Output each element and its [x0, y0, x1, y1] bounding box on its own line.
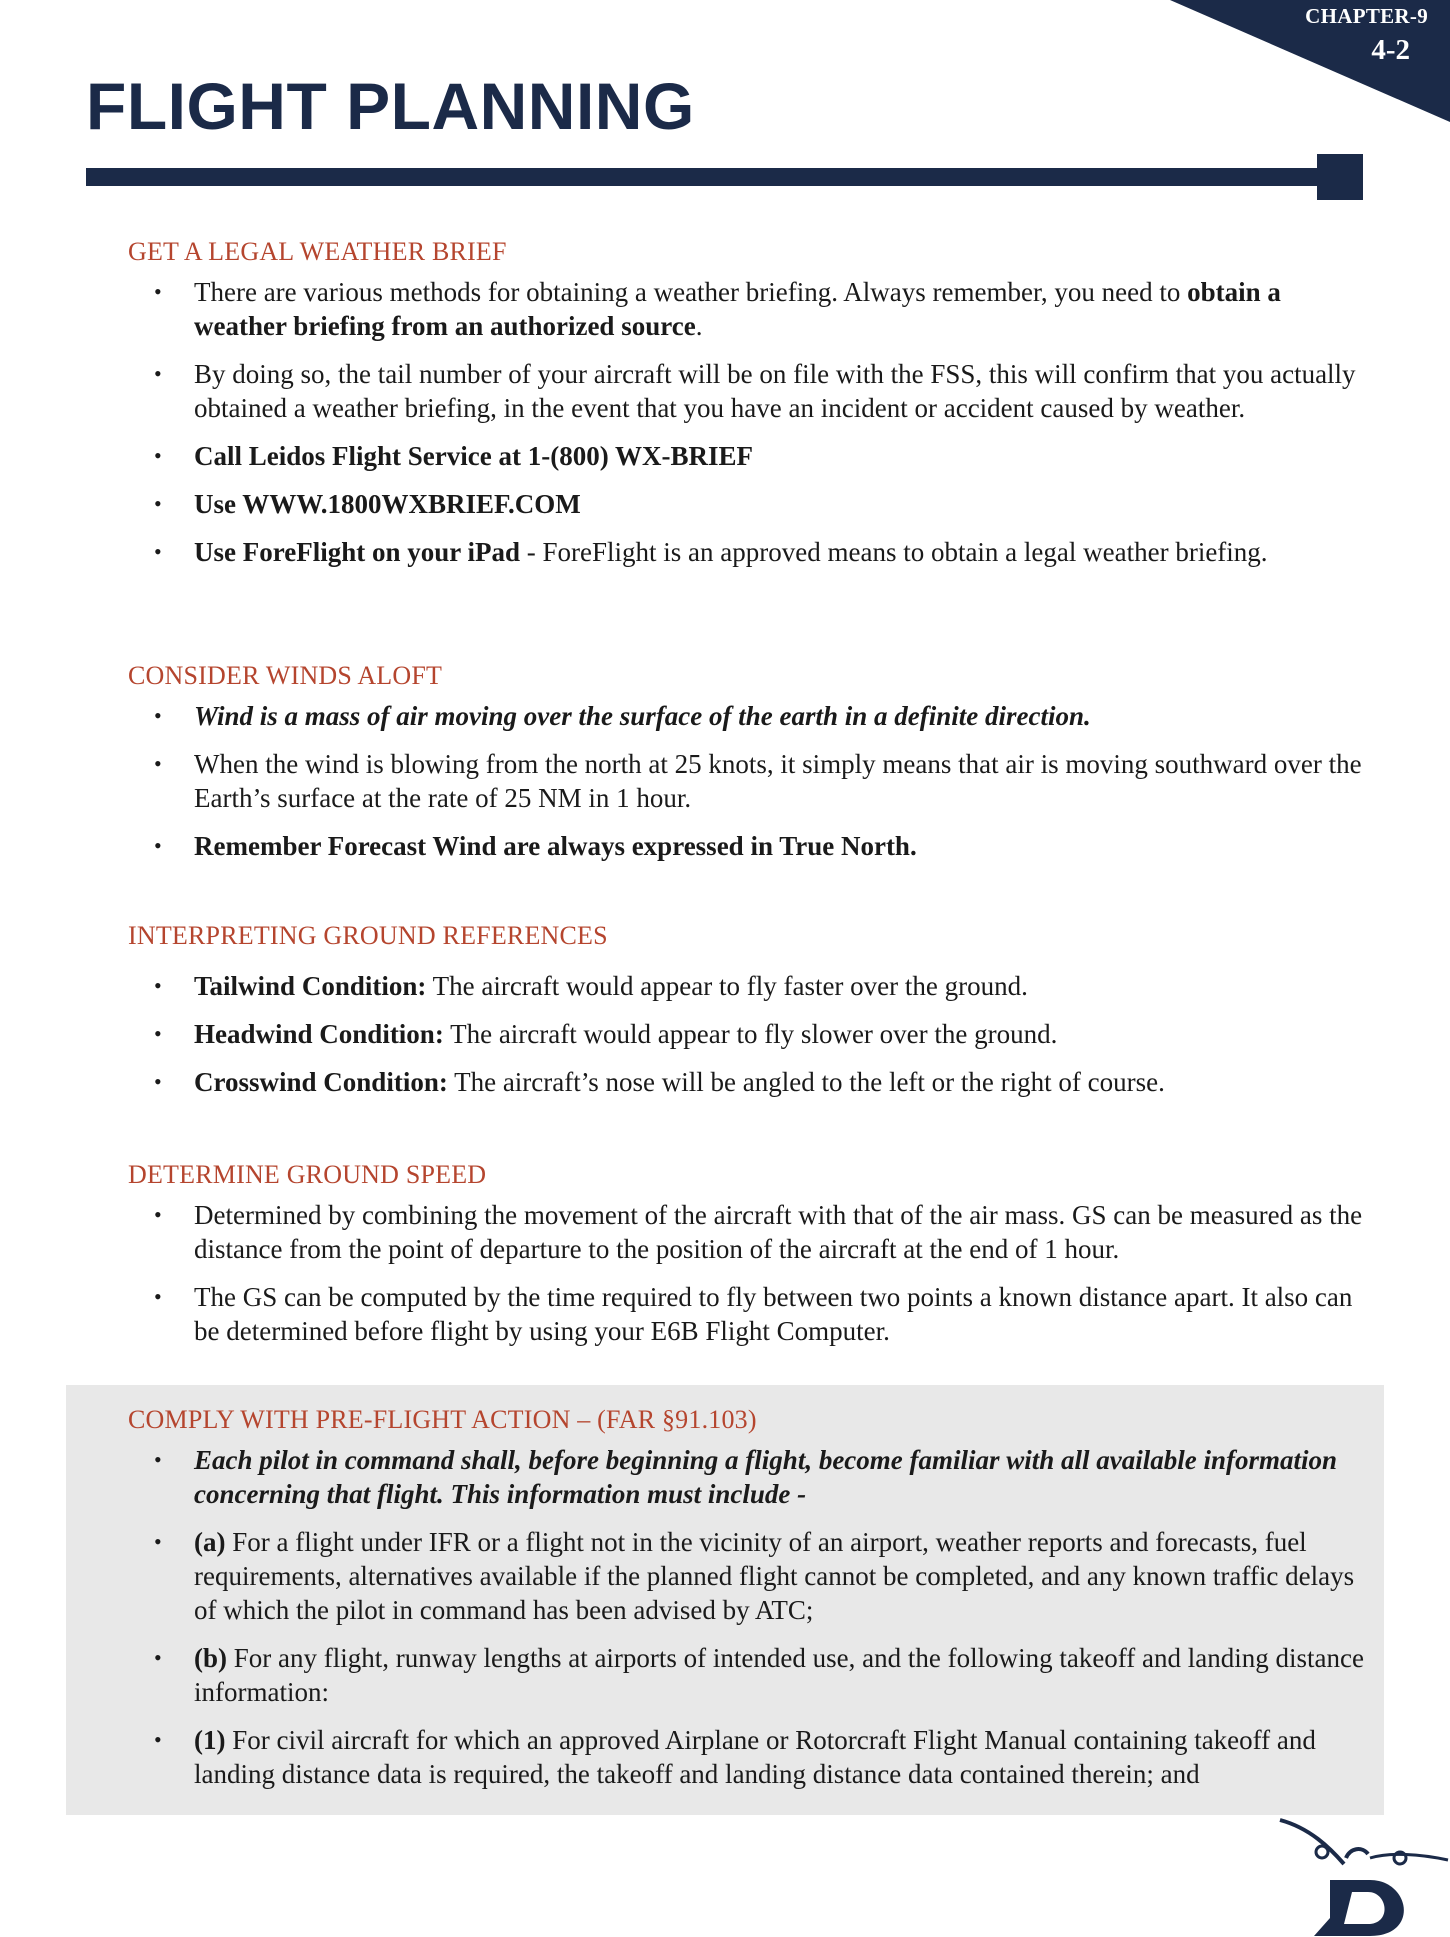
bullet-list [128, 969, 1364, 1099]
list-item [128, 829, 1364, 863]
bullet-text: Use ForeFlight on your iPad [194, 537, 521, 567]
bullet-text: . [695, 311, 703, 341]
bullet-marker: • [154, 1727, 162, 1752]
list-item [128, 699, 1364, 733]
section-ground-speed [128, 1160, 1364, 1362]
list-item [128, 1280, 1364, 1348]
list-item [128, 275, 1364, 343]
bullet-marker: • [154, 1645, 162, 1670]
section-winds-aloft [128, 661, 1364, 877]
section-preflight-action [128, 1405, 1364, 1805]
bullet-marker: • [154, 361, 162, 386]
list-item [128, 1065, 1364, 1099]
bullet-marker: • [154, 491, 162, 516]
list-item [128, 1641, 1364, 1709]
bullet-text: Determined by combining the movement of the aircraft with that of the air mass. GS can be measured as the distance from the point of departure to the position of the aircraft at the end of 1 hour. [194, 1200, 1363, 1264]
bullet-text: Use WWW.1800WXBRIEF.COM [194, 489, 581, 519]
bullet-list [128, 275, 1364, 569]
list-item [128, 1525, 1364, 1627]
page-title: FLIGHT PLANNING [86, 69, 695, 143]
bullet-marker: • [154, 833, 162, 858]
bullet-list [128, 1443, 1364, 1791]
list-item [128, 1017, 1364, 1051]
list-item [128, 1723, 1364, 1791]
bullet-list [128, 699, 1364, 863]
bullet-text: Wind is a mass of air moving over the surface of the earth in a definite direction. [194, 701, 1091, 731]
bullet-text: The aircraft would appear to fly faster over the ground. [426, 971, 1028, 1001]
bullet-text: For any flight, runway lengths at airports of intended use, and the following takeoff and landing distance information: [194, 1643, 1364, 1707]
chapter-number: 4-2 [1371, 34, 1410, 66]
list-item [128, 1198, 1364, 1266]
bullet-text: Tailwind Condition: [194, 971, 427, 1001]
bullet-text: For a flight under IFR or a flight not in the vicinity of an airport, weather reports and forecasts, fuel requirements, alternatives available if the planned flight cannot be completed, and any known traffic delays of which the pilot in command has been advised by ATC; [194, 1527, 1355, 1625]
bullet-marker: • [154, 539, 162, 564]
title-rule [86, 168, 1326, 186]
bullet-text: Call Leidos Flight Service at 1-(800) WX-BRIEF [194, 441, 753, 471]
bullet-list [128, 1198, 1364, 1348]
bullet-marker: • [154, 1529, 162, 1554]
section-ground-references [128, 921, 1364, 1113]
bullet-text: The GS can be computed by the time required to fly between two points a known distance apart. It also can be determined before flight by using your E6B Flight Computer. [194, 1282, 1353, 1346]
title-rule-cap [1317, 154, 1363, 200]
bullet-text: obtain a weather briefing from an authorized source [194, 277, 1281, 341]
section-heading: INTERPRETING GROUND REFERENCES [128, 921, 608, 950]
bullet-marker: • [154, 279, 162, 304]
bullet-text: The aircraft would appear to fly slower over the ground. [443, 1019, 1058, 1049]
list-item [128, 357, 1364, 425]
list-item [128, 969, 1364, 1003]
bullet-marker: • [154, 703, 162, 728]
list-item [128, 439, 1364, 473]
bullet-text: - ForeFlight is an approved means to obtain a legal weather briefing. [520, 537, 1268, 567]
bullet-text: (b) [194, 1643, 227, 1673]
list-item [128, 747, 1364, 815]
section-heading: DETERMINE GROUND SPEED [128, 1160, 487, 1189]
bullet-text: Each pilot in command shall, before beginning a flight, become familiar with all available information concerning that flight. This information must include - [194, 1445, 1338, 1509]
bullet-marker: • [154, 751, 162, 776]
bullet-text: Headwind Condition: [194, 1019, 444, 1049]
section-heading: CONSIDER WINDS ALOFT [128, 661, 443, 690]
section-heading: GET A LEGAL WEATHER BRIEF [128, 237, 507, 266]
bullet-marker: • [154, 1202, 162, 1227]
bullet-marker: • [154, 1447, 162, 1472]
list-item [128, 487, 1364, 521]
section-heading: COMPLY WITH PRE-FLIGHT ACTION – (FAR §91.103) [128, 1405, 757, 1434]
bullet-text: When the wind is blowing from the north at 25 knots, it simply means that air is moving southward over the Earth’s surface at the rate of 25 NM in 1 hour. [194, 749, 1362, 813]
bullet-text: Crosswind Condition: [194, 1067, 448, 1097]
bullet-text: The aircraft’s nose will be angled to the left or the right of course. [447, 1067, 1165, 1097]
bullet-marker: • [154, 1069, 162, 1094]
bullet-text: By doing so, the tail number of your aircraft will be on file with the FSS, this will confirm that you actually obtained a weather briefing, in the event that you have an incident or accident caused by weather. [194, 359, 1356, 423]
section-weather-brief [128, 237, 1364, 583]
bullet-text: There are various methods for obtaining a weather briefing. Always remember, you need to [194, 277, 1188, 307]
bullet-text: (1) [194, 1725, 226, 1755]
bullet-marker: • [154, 443, 162, 468]
list-item [128, 1443, 1364, 1511]
list-item [128, 535, 1364, 569]
bullet-text: Remember Forecast Wind are always expressed in True North. [194, 831, 917, 861]
bullet-marker: • [154, 1284, 162, 1309]
bullet-text: For civil aircraft for which an approved Airplane or Rotorcraft Flight Manual containing takeoff and landing distance data is required, the takeoff and landing distance data contained therein; and [194, 1725, 1316, 1789]
bullet-marker: • [154, 1021, 162, 1046]
airline-d-logo-icon [1270, 1808, 1450, 1937]
bullet-marker: • [154, 973, 162, 998]
chapter-label: CHAPTER-9 [1305, 4, 1428, 28]
bullet-text: (a) [194, 1527, 226, 1557]
